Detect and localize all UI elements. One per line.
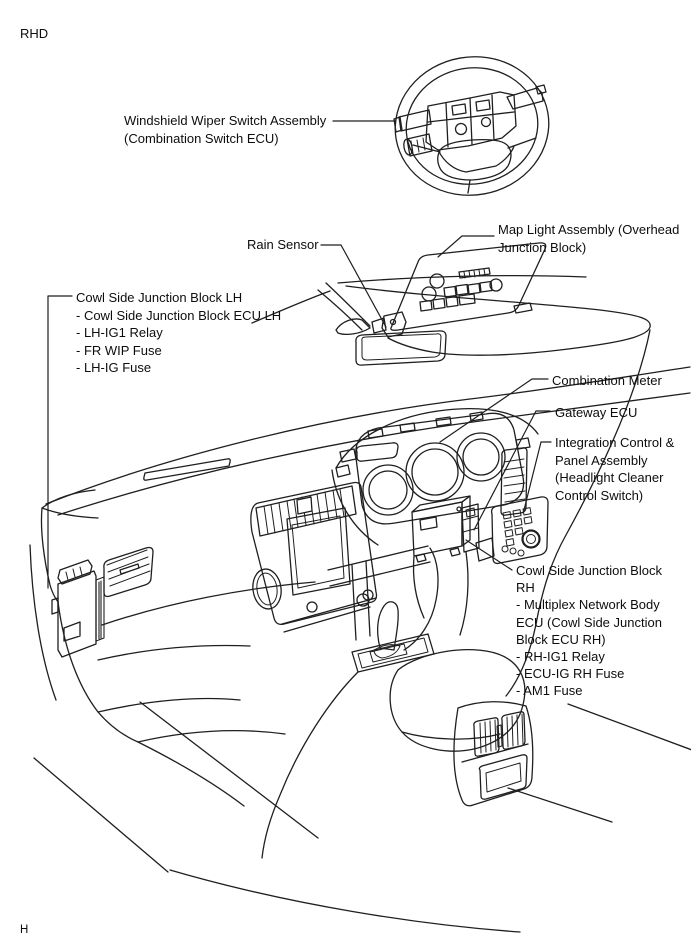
label-cowl-lh-item: - Cowl Side Junction Block ECU LH <box>76 307 282 323</box>
page-marker-rhd: RHD <box>20 26 49 41</box>
label-map-light-line1: Map Light Assembly (Overhead <box>498 222 680 237</box>
label-integration-line: Control Switch) <box>555 487 644 503</box>
label-combination-meter <box>552 372 662 390</box>
label-cowl-rh-line: - Multiplex Network Body <box>516 597 660 613</box>
label-cowl-lh-item: - FR WIP Fuse <box>76 342 162 358</box>
shift-lever-drawing <box>378 602 399 650</box>
label-integration-line: Panel Assembly <box>555 452 648 468</box>
label-cowl-lh-title: Cowl Side Junction Block LH <box>76 290 243 305</box>
label-map-light-line2: Junction Block) <box>498 239 587 255</box>
label-rain-sensor <box>247 236 319 254</box>
label-map-light <box>498 221 679 256</box>
center-console-drawing <box>262 602 533 858</box>
label-cowl-rh-line: ECU (Cowl Side Junction <box>516 614 662 630</box>
label-integration-line: Integration Control & <box>555 435 675 450</box>
leader-rain-sensor <box>321 245 386 327</box>
side-vent-lh-drawing <box>104 548 153 597</box>
label-wiper-switch <box>124 112 326 147</box>
label-cowl-rh-line: Cowl Side Junction Block <box>516 563 662 578</box>
label-integration-panel <box>555 434 674 504</box>
leader-map-light <box>438 236 494 257</box>
gateway-ecu-and-cowl-rh-drawing <box>412 496 479 635</box>
rear-view-mirror-drawing <box>356 312 446 365</box>
cowl-side-junction-block-lh-drawing <box>52 560 104 657</box>
label-cowl-rh-line: - ECU-IG RH Fuse <box>516 666 625 682</box>
label-cowl-rh-line: - AM1 Fuse <box>516 683 583 699</box>
leader-cowl-lh <box>48 296 72 588</box>
label-cowl-rh-line: RH <box>516 580 535 596</box>
center-stack-drawing <box>250 483 376 633</box>
panel-knob-drawing <box>523 531 540 548</box>
steering-wheel-drawing <box>384 45 560 208</box>
label-cowl-lh-item: - LH-IG Fuse <box>76 360 152 375</box>
leader-gateway-ecu <box>474 411 550 530</box>
label-wiper-switch-line1: Windshield Wiper Switch Assembly <box>124 113 327 128</box>
label-wiper-switch-line2: (Combination Switch ECU) <box>124 130 279 146</box>
label-cowl-rh <box>516 562 662 700</box>
label-rain-sensor-text: Rain Sensor <box>247 237 319 252</box>
label-cowl-lh-item: - LH-IG1 Relay <box>76 325 163 340</box>
label-integration-line: (Headlight Cleaner <box>555 470 664 485</box>
label-combination-meter-text: Combination Meter <box>552 373 662 388</box>
label-gateway-ecu-text: Gateway ECU <box>555 405 638 420</box>
floor-lines-drawing <box>34 702 691 932</box>
page-marker-h: H <box>20 924 29 936</box>
combination-meter-drawing <box>332 409 538 545</box>
label-cowl-rh-line: - RH-IG1 Relay <box>516 649 605 665</box>
label-gateway-ecu <box>555 404 637 422</box>
label-cowl-lh <box>76 289 281 377</box>
leader-cowl-rh <box>466 540 512 570</box>
label-cowl-rh-line: Block ECU RH) <box>516 631 606 647</box>
